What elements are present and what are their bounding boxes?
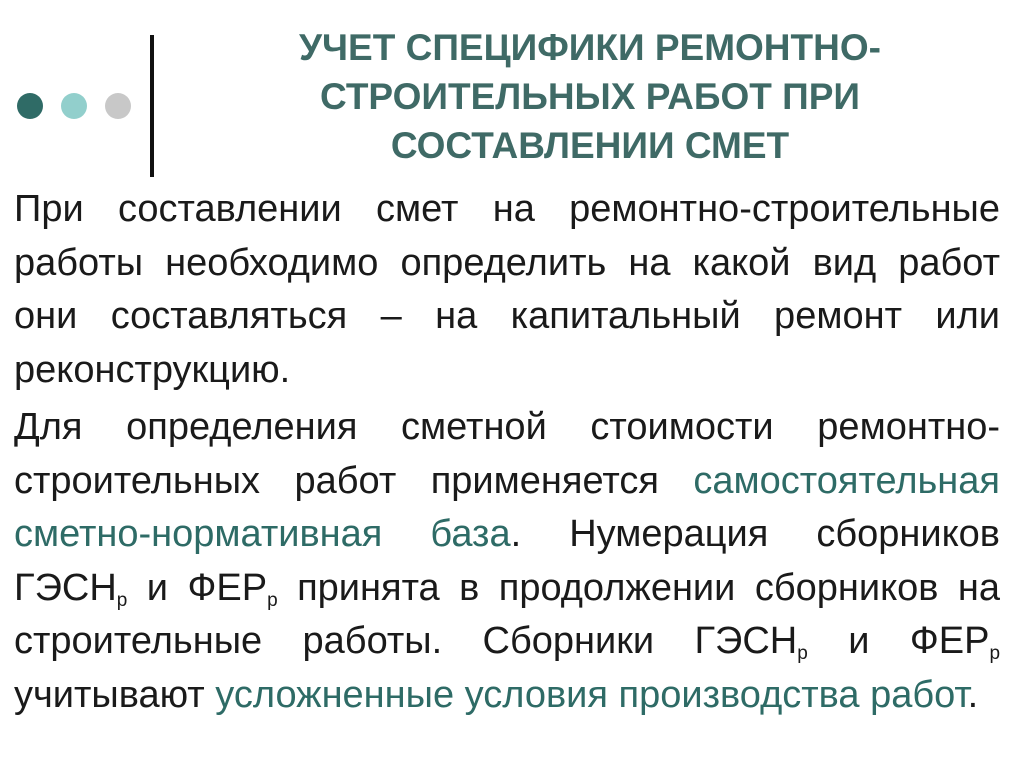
paragraph-2 <box>14 401 1000 722</box>
gesn-subscript-1: р <box>116 589 128 611</box>
paragraph-2-text-5: и <box>807 620 910 662</box>
dark-teal-dot <box>17 93 43 119</box>
fer-subscript-2: р <box>989 643 1001 664</box>
paragraph-2-text-4: принята в продолжении сборников на строительные работы. Сборники <box>14 566 1000 662</box>
fer-label-2: ФЕР <box>909 620 990 662</box>
paragraph-2-text-6: учитывают <box>14 673 216 716</box>
paragraph-2-text-2: . Нумерация сборников <box>510 513 1000 555</box>
gesn-subscript-2: р <box>797 643 808 664</box>
slide-body <box>14 183 1000 726</box>
gray-dot <box>105 93 131 119</box>
light-teal-dot <box>61 93 87 119</box>
gesn-label-2: ГЭСН <box>694 620 798 662</box>
gesn-label-1: ГЭСН <box>14 566 117 609</box>
fer-label-1: ФЕР <box>187 566 268 609</box>
decorative-dots <box>17 93 131 119</box>
paragraph-2-text-7: . <box>967 673 979 716</box>
paragraph-2-text-1: Для определения сметной стоимости ремонтно-строительных работ применяется <box>14 406 1000 502</box>
vertical-divider <box>150 35 154 177</box>
slide-title: УЧЕТ СПЕЦИФИКИ РЕМОНТНО-СТРОИТЕЛЬНЫХ РАБОТ ПРИ СОСТАВЛЕНИИ СМЕТ <box>299 27 881 166</box>
paragraph-1: При составлении смет на ремонтно-строительные работы необходимо определить на какой вид работ они составляться – на капитальный ремонт или реконструкцию. <box>14 188 1000 391</box>
fer-subscript-1: р <box>267 589 278 611</box>
paragraph-2-text-3: и <box>127 566 188 609</box>
highlight-conditions: усложненные условия производства работ <box>215 673 968 716</box>
highlight-base: самостоятельная сметно-нормативная база <box>14 459 1000 555</box>
